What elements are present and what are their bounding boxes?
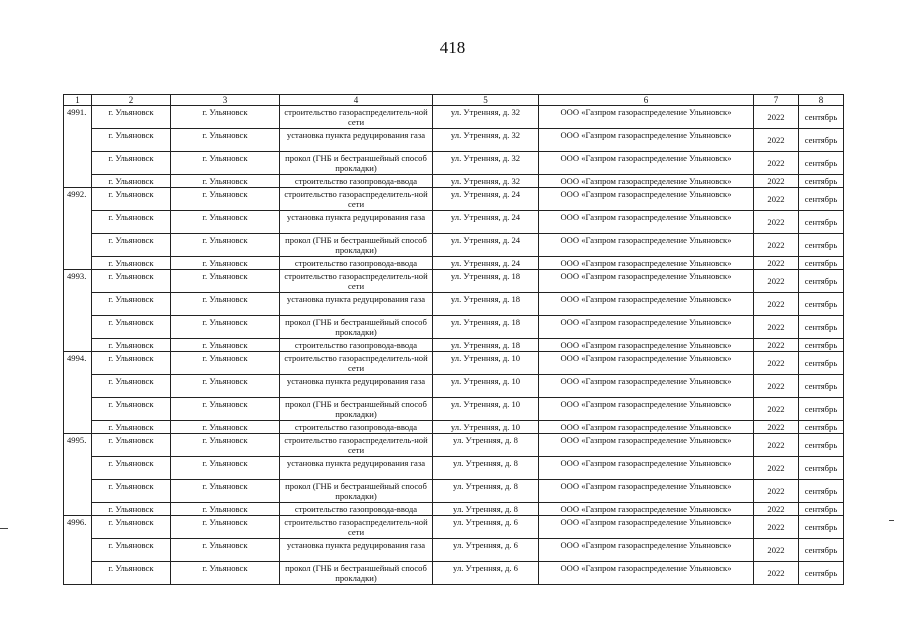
settlement-cell: г. Ульяновск	[92, 480, 171, 503]
work-type-cell: строительство газораспределитель-ной сети	[280, 434, 433, 457]
year-cell: 2022	[754, 152, 799, 175]
work-type-cell: прокол (ГНБ и бестраншейный способ прокладки)	[280, 152, 433, 175]
work-type-cell: установка пункта редуцирования газа	[280, 211, 433, 234]
address-cell: ул. Утренняя, д. 18	[433, 270, 539, 293]
year-cell: 2022	[754, 234, 799, 257]
table-row	[64, 434, 844, 457]
address-cell: ул. Утренняя, д. 32	[433, 175, 539, 188]
settlement-cell: г. Ульяновск	[92, 398, 171, 421]
table-row	[64, 129, 844, 152]
month-cell: сентябрь	[799, 562, 844, 585]
header-cell: 7	[754, 95, 799, 106]
work-type-cell: установка пункта редуцирования газа	[280, 129, 433, 152]
settlement-cell: г. Ульяновск	[92, 106, 171, 129]
settlement-cell: г. Ульяновск	[92, 257, 171, 270]
month-cell: сентябрь	[799, 434, 844, 457]
district-cell: г. Ульяновск	[171, 211, 280, 234]
district-cell: г. Ульяновск	[171, 257, 280, 270]
month-cell: сентябрь	[799, 316, 844, 339]
organization-cell: ООО «Газпром газораспределение Ульяновск»	[539, 352, 754, 375]
settlement-cell: г. Ульяновск	[92, 175, 171, 188]
year-cell: 2022	[754, 398, 799, 421]
work-type-cell: установка пункта редуцирования газа	[280, 539, 433, 562]
organization-cell: ООО «Газпром газораспределение Ульяновск»	[539, 421, 754, 434]
month-cell: сентябрь	[799, 503, 844, 516]
table-row	[64, 339, 844, 352]
work-type-cell: установка пункта редуцирования газа	[280, 293, 433, 316]
settlement-cell: г. Ульяновск	[92, 516, 171, 539]
table-row	[64, 562, 844, 585]
address-cell: ул. Утренняя, д. 8	[433, 503, 539, 516]
entry-number: 4995.	[64, 434, 92, 516]
month-cell: сентябрь	[799, 175, 844, 188]
year-cell: 2022	[754, 293, 799, 316]
settlement-cell: г. Ульяновск	[92, 352, 171, 375]
organization-cell: ООО «Газпром газораспределение Ульяновск»	[539, 257, 754, 270]
district-cell: г. Ульяновск	[171, 270, 280, 293]
work-type-cell: строительство газопровода-ввода	[280, 421, 433, 434]
district-cell: г. Ульяновск	[171, 316, 280, 339]
work-type-cell: прокол (ГНБ и бестраншейный способ прокладки)	[280, 234, 433, 257]
address-cell: ул. Утренняя, д. 6	[433, 562, 539, 585]
district-cell: г. Ульяновск	[171, 106, 280, 129]
address-cell: ул. Утренняя, д. 10	[433, 398, 539, 421]
year-cell: 2022	[754, 503, 799, 516]
settlement-cell: г. Ульяновск	[92, 421, 171, 434]
entry-number: 4994.	[64, 352, 92, 434]
organization-cell: ООО «Газпром газораспределение Ульяновск»	[539, 539, 754, 562]
table-row	[64, 516, 844, 539]
address-cell: ул. Утренняя, д. 24	[433, 211, 539, 234]
scan-mark	[0, 528, 8, 529]
district-cell: г. Ульяновск	[171, 457, 280, 480]
work-type-cell: строительство газопровода-ввода	[280, 175, 433, 188]
table-row	[64, 480, 844, 503]
year-cell: 2022	[754, 434, 799, 457]
work-type-cell: установка пункта редуцирования газа	[280, 457, 433, 480]
organization-cell: ООО «Газпром газораспределение Ульяновск»	[539, 129, 754, 152]
year-cell: 2022	[754, 421, 799, 434]
district-cell: г. Ульяновск	[171, 293, 280, 316]
district-cell: г. Ульяновск	[171, 539, 280, 562]
year-cell: 2022	[754, 129, 799, 152]
year-cell: 2022	[754, 339, 799, 352]
month-cell: сентябрь	[799, 293, 844, 316]
district-cell: г. Ульяновск	[171, 516, 280, 539]
settlement-cell: г. Ульяновск	[92, 503, 171, 516]
work-type-cell: строительство газораспределитель-ной сети	[280, 352, 433, 375]
work-type-cell: прокол (ГНБ и бестраншейный способ прокладки)	[280, 398, 433, 421]
table-row	[64, 234, 844, 257]
district-cell: г. Ульяновск	[171, 188, 280, 211]
year-cell: 2022	[754, 175, 799, 188]
settlement-cell: г. Ульяновск	[92, 457, 171, 480]
organization-cell: ООО «Газпром газораспределение Ульяновск»	[539, 562, 754, 585]
table-row	[64, 293, 844, 316]
organization-cell: ООО «Газпром газораспределение Ульяновск»	[539, 339, 754, 352]
address-cell: ул. Утренняя, д. 8	[433, 457, 539, 480]
year-cell: 2022	[754, 352, 799, 375]
settlement-cell: г. Ульяновск	[92, 539, 171, 562]
header-cell: 8	[799, 95, 844, 106]
year-cell: 2022	[754, 316, 799, 339]
address-cell: ул. Утренняя, д. 32	[433, 106, 539, 129]
work-type-cell: строительство газопровода-ввода	[280, 503, 433, 516]
table-row	[64, 457, 844, 480]
address-cell: ул. Утренняя, д. 6	[433, 539, 539, 562]
table-row	[64, 188, 844, 211]
header-cell: 6	[539, 95, 754, 106]
organization-cell: ООО «Газпром газораспределение Ульяновск»	[539, 375, 754, 398]
address-cell: ул. Утренняя, д. 32	[433, 129, 539, 152]
work-type-cell: строительство газораспределитель-ной сети	[280, 516, 433, 539]
year-cell: 2022	[754, 457, 799, 480]
month-cell: сентябрь	[799, 516, 844, 539]
table-row	[64, 152, 844, 175]
address-cell: ул. Утренняя, д. 10	[433, 421, 539, 434]
year-cell: 2022	[754, 539, 799, 562]
year-cell: 2022	[754, 257, 799, 270]
address-cell: ул. Утренняя, д. 24	[433, 257, 539, 270]
header-row	[64, 95, 844, 106]
year-cell: 2022	[754, 375, 799, 398]
district-cell: г. Ульяновск	[171, 339, 280, 352]
entry-number: 4992.	[64, 188, 92, 270]
organization-cell: ООО «Газпром газораспределение Ульяновск»	[539, 211, 754, 234]
district-cell: г. Ульяновск	[171, 434, 280, 457]
address-cell: ул. Утренняя, д. 18	[433, 293, 539, 316]
organization-cell: ООО «Газпром газораспределение Ульяновск»	[539, 398, 754, 421]
address-cell: ул. Утренняя, д. 6	[433, 516, 539, 539]
month-cell: сентябрь	[799, 129, 844, 152]
document-table	[63, 94, 844, 585]
month-cell: сентябрь	[799, 234, 844, 257]
month-cell: сентябрь	[799, 539, 844, 562]
year-cell: 2022	[754, 188, 799, 211]
settlement-cell: г. Ульяновск	[92, 316, 171, 339]
table-row	[64, 175, 844, 188]
month-cell: сентябрь	[799, 352, 844, 375]
organization-cell: ООО «Газпром газораспределение Ульяновск»	[539, 516, 754, 539]
address-cell: ул. Утренняя, д. 18	[433, 316, 539, 339]
month-cell: сентябрь	[799, 106, 844, 129]
settlement-cell: г. Ульяновск	[92, 270, 171, 293]
address-cell: ул. Утренняя, д. 8	[433, 480, 539, 503]
work-type-cell: установка пункта редуцирования газа	[280, 375, 433, 398]
district-cell: г. Ульяновск	[171, 421, 280, 434]
work-type-cell: строительство газопровода-ввода	[280, 339, 433, 352]
work-type-cell: строительство газораспределитель-ной сети	[280, 188, 433, 211]
address-cell: ул. Утренняя, д. 10	[433, 352, 539, 375]
header-cell: 2	[92, 95, 171, 106]
organization-cell: ООО «Газпром газораспределение Ульяновск»	[539, 503, 754, 516]
district-cell: г. Ульяновск	[171, 503, 280, 516]
settlement-cell: г. Ульяновск	[92, 293, 171, 316]
address-cell: ул. Утренняя, д. 8	[433, 434, 539, 457]
month-cell: сентябрь	[799, 480, 844, 503]
district-cell: г. Ульяновск	[171, 152, 280, 175]
table-row	[64, 352, 844, 375]
address-cell: ул. Утренняя, д. 10	[433, 375, 539, 398]
month-cell: сентябрь	[799, 457, 844, 480]
organization-cell: ООО «Газпром газораспределение Ульяновск»	[539, 106, 754, 129]
work-type-cell: прокол (ГНБ и бестраншейный способ прокладки)	[280, 316, 433, 339]
table-row	[64, 398, 844, 421]
header-cell: 1	[64, 95, 92, 106]
scan-mark	[889, 520, 894, 521]
district-cell: г. Ульяновск	[171, 175, 280, 188]
table-row	[64, 539, 844, 562]
table-body	[64, 95, 844, 585]
organization-cell: ООО «Газпром газораспределение Ульяновск»	[539, 270, 754, 293]
organization-cell: ООО «Газпром газораспределение Ульяновск»	[539, 175, 754, 188]
settlement-cell: г. Ульяновск	[92, 339, 171, 352]
work-type-cell: строительство газораспределитель-ной сети	[280, 106, 433, 129]
settlement-cell: г. Ульяновск	[92, 211, 171, 234]
year-cell: 2022	[754, 270, 799, 293]
year-cell: 2022	[754, 516, 799, 539]
table-row	[64, 503, 844, 516]
address-cell: ул. Утренняя, д. 24	[433, 188, 539, 211]
district-cell: г. Ульяновск	[171, 562, 280, 585]
month-cell: сентябрь	[799, 257, 844, 270]
organization-cell: ООО «Газпром газораспределение Ульяновск»	[539, 152, 754, 175]
table-row	[64, 106, 844, 129]
district-cell: г. Ульяновск	[171, 375, 280, 398]
year-cell: 2022	[754, 211, 799, 234]
settlement-cell: г. Ульяновск	[92, 234, 171, 257]
table-row	[64, 257, 844, 270]
settlement-cell: г. Ульяновск	[92, 152, 171, 175]
work-type-cell: прокол (ГНБ и бестраншейный способ прокладки)	[280, 562, 433, 585]
table-row	[64, 375, 844, 398]
month-cell: сентябрь	[799, 375, 844, 398]
work-type-cell: прокол (ГНБ и бестраншейный способ прокладки)	[280, 480, 433, 503]
month-cell: сентябрь	[799, 188, 844, 211]
organization-cell: ООО «Газпром газораспределение Ульяновск»	[539, 316, 754, 339]
month-cell: сентябрь	[799, 339, 844, 352]
page-number: 418	[439, 38, 466, 57]
district-cell: г. Ульяновск	[171, 480, 280, 503]
settlement-cell: г. Ульяновск	[92, 129, 171, 152]
work-type-cell: строительство газораспределитель-ной сети	[280, 270, 433, 293]
month-cell: сентябрь	[799, 152, 844, 175]
entry-number: 4996.	[64, 516, 92, 585]
organization-cell: ООО «Газпром газораспределение Ульяновск»	[539, 457, 754, 480]
district-cell: г. Ульяновск	[171, 352, 280, 375]
address-cell: ул. Утренняя, д. 18	[433, 339, 539, 352]
settlement-cell: г. Ульяновск	[92, 434, 171, 457]
table-row	[64, 316, 844, 339]
settlement-cell: г. Ульяновск	[92, 188, 171, 211]
district-cell: г. Ульяновск	[171, 398, 280, 421]
header-cell: 5	[433, 95, 539, 106]
address-cell: ул. Утренняя, д. 32	[433, 152, 539, 175]
organization-cell: ООО «Газпром газораспределение Ульяновск»	[539, 480, 754, 503]
address-cell: ул. Утренняя, д. 24	[433, 234, 539, 257]
district-cell: г. Ульяновск	[171, 129, 280, 152]
organization-cell: ООО «Газпром газораспределение Ульяновск»	[539, 188, 754, 211]
year-cell: 2022	[754, 480, 799, 503]
settlement-cell: г. Ульяновск	[92, 562, 171, 585]
entry-number: 4993.	[64, 270, 92, 352]
month-cell: сентябрь	[799, 398, 844, 421]
table-row	[64, 421, 844, 434]
settlement-cell: г. Ульяновск	[92, 375, 171, 398]
entry-number: 4991.	[64, 106, 92, 188]
header-cell: 3	[171, 95, 280, 106]
organization-cell: ООО «Газпром газораспределение Ульяновск»	[539, 293, 754, 316]
table-row	[64, 270, 844, 293]
organization-cell: ООО «Газпром газораспределение Ульяновск»	[539, 234, 754, 257]
month-cell: сентябрь	[799, 211, 844, 234]
district-cell: г. Ульяновск	[171, 234, 280, 257]
month-cell: сентябрь	[799, 421, 844, 434]
year-cell: 2022	[754, 106, 799, 129]
month-cell: сентябрь	[799, 270, 844, 293]
table-row	[64, 211, 844, 234]
organization-cell: ООО «Газпром газораспределение Ульяновск»	[539, 434, 754, 457]
year-cell: 2022	[754, 562, 799, 585]
header-cell: 4	[280, 95, 433, 106]
work-type-cell: строительство газопровода-ввода	[280, 257, 433, 270]
